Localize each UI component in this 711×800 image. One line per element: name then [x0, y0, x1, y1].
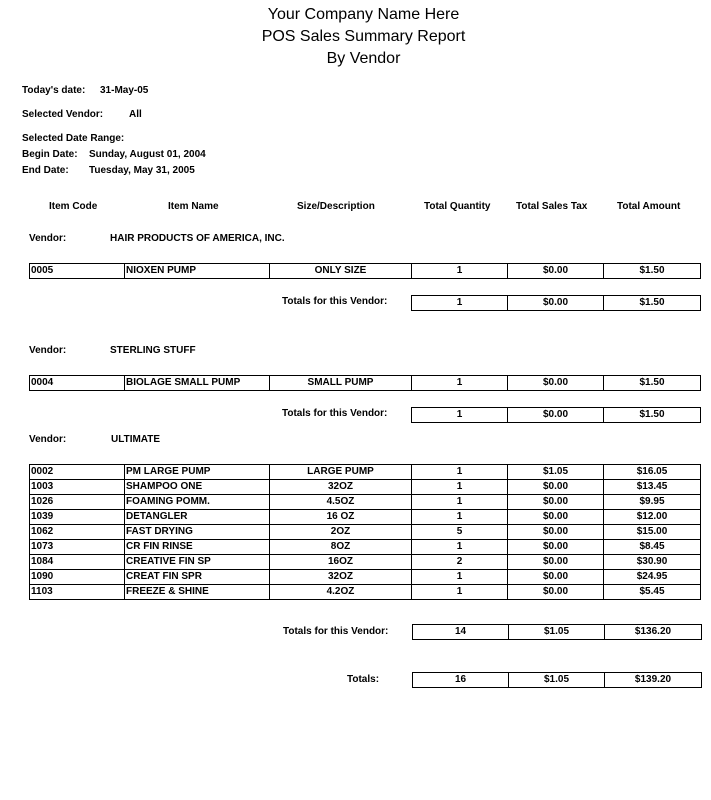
vendor-name: STERLING STUFF [110, 345, 196, 356]
vendor-name: ULTIMATE [111, 434, 161, 445]
totals-row [412, 408, 701, 423]
item-name: NIOXEN PUMP [125, 264, 270, 279]
item-size: 8OZ [270, 540, 412, 555]
company-name: Your Company Name Here [267, 6, 460, 23]
item-amount: $1.50 [604, 264, 701, 279]
item-name: CREAT FIN SPR [125, 570, 270, 585]
selected-vendor-label: Selected Vendor: [22, 109, 104, 120]
item-name: CREATIVE FIN SP [125, 555, 270, 570]
vendor-name: HAIR PRODUCTS OF AMERICA, INC. [110, 233, 285, 244]
item-name: SHAMPOO ONE [125, 480, 270, 495]
vendor-totals-label: Totals for this Vendor: [282, 408, 388, 419]
item-amount: $12.00 [604, 510, 701, 525]
item-size: 16 OZ [270, 510, 412, 525]
item-sales-tax: $1.05 [508, 465, 604, 480]
item-name: DETANGLER [125, 510, 270, 525]
item-size: 4.5OZ [270, 495, 412, 510]
item-name: BIOLAGE SMALL PUMP [125, 376, 270, 391]
begin-date-value: Sunday, August 01, 2004 [89, 149, 206, 160]
item-size: 2OZ [270, 525, 412, 540]
vendor-items-table [29, 375, 701, 391]
item-quantity: 2 [412, 555, 508, 570]
grand-totals-row [413, 673, 702, 688]
table-row [30, 510, 701, 525]
item-code: 0005 [30, 264, 125, 279]
item-name: FREEZE & SHINE [125, 585, 270, 600]
item-code: 0002 [30, 465, 125, 480]
item-amount: $5.45 [604, 585, 701, 600]
item-code: 1073 [30, 540, 125, 555]
column-header-size: Size/Description [297, 201, 375, 212]
table-row [30, 585, 701, 600]
report-subtitle: By Vendor [326, 50, 401, 67]
item-sales-tax: $0.00 [508, 525, 604, 540]
item-size: 16OZ [270, 555, 412, 570]
date-range-label: Selected Date Range: [22, 133, 125, 144]
item-quantity: 1 [412, 465, 508, 480]
item-name: CR FIN RINSE [125, 540, 270, 555]
total-quantity: 1 [412, 408, 508, 423]
item-sales-tax: $0.00 [508, 480, 604, 495]
item-name: FAST DRYING [125, 525, 270, 540]
item-name: FOAMING POMM. [125, 495, 270, 510]
item-size: LARGE PUMP [270, 465, 412, 480]
table-row [30, 570, 701, 585]
item-size: SMALL PUMP [270, 376, 412, 391]
item-code: 1039 [30, 510, 125, 525]
item-code: 1084 [30, 555, 125, 570]
selected-vendor-value: All [129, 109, 142, 120]
total-sales-tax: $0.00 [508, 296, 604, 311]
column-header-item-code: Item Code [49, 201, 98, 212]
item-code: 0004 [30, 376, 125, 391]
totals-row [413, 625, 702, 640]
item-name: PM LARGE PUMP [125, 465, 270, 480]
item-code: 1103 [30, 585, 125, 600]
vendor-prefix: Vendor: [29, 345, 67, 356]
item-size: 4.2OZ [270, 585, 412, 600]
column-header-sales-tax: Total Sales Tax [516, 201, 588, 212]
item-sales-tax: $0.00 [508, 540, 604, 555]
vendor-totals-table [412, 624, 702, 640]
total-quantity: 14 [413, 625, 509, 640]
total-sales-tax: $1.05 [509, 625, 605, 640]
item-code: 1026 [30, 495, 125, 510]
item-amount: $8.45 [604, 540, 701, 555]
column-header-quantity: Total Quantity [424, 201, 491, 212]
todays-date-label: Today's date: [22, 85, 86, 96]
column-header-item-name: Item Name [168, 201, 219, 212]
total-amount: $1.50 [604, 408, 701, 423]
item-size: ONLY SIZE [270, 264, 412, 279]
table-row [30, 480, 701, 495]
item-size: 32OZ [270, 480, 412, 495]
item-quantity: 1 [412, 264, 508, 279]
item-quantity: 1 [412, 495, 508, 510]
item-sales-tax: $0.00 [508, 510, 604, 525]
item-code: 1062 [30, 525, 125, 540]
item-quantity: 1 [412, 570, 508, 585]
grand-total-quantity: 16 [413, 673, 509, 688]
item-size: 32OZ [270, 570, 412, 585]
vendor-items-table [29, 263, 701, 279]
item-code: 1003 [30, 480, 125, 495]
item-amount: $24.95 [604, 570, 701, 585]
vendor-totals-table [411, 407, 701, 423]
table-row [30, 376, 701, 391]
item-amount: $9.95 [604, 495, 701, 510]
todays-date-value: 31-May-05 [100, 85, 149, 96]
item-quantity: 1 [412, 585, 508, 600]
grand-total-sales-tax: $1.05 [509, 673, 605, 688]
totals-row [412, 296, 701, 311]
item-quantity: 1 [412, 540, 508, 555]
item-sales-tax: $0.00 [508, 376, 604, 391]
table-row [30, 264, 701, 279]
table-row [30, 525, 701, 540]
total-amount: $136.20 [605, 625, 702, 640]
item-quantity: 1 [412, 376, 508, 391]
item-amount: $16.05 [604, 465, 701, 480]
end-date-label: End Date: [22, 165, 69, 176]
total-quantity: 1 [412, 296, 508, 311]
table-row [30, 495, 701, 510]
item-amount: $15.00 [604, 525, 701, 540]
vendor-totals-table [411, 295, 701, 311]
report-title: POS Sales Summary Report [261, 28, 466, 45]
column-header-amount: Total Amount [617, 201, 681, 212]
vendor-totals-label: Totals for this Vendor: [282, 296, 388, 307]
item-sales-tax: $0.00 [508, 570, 604, 585]
item-amount: $13.45 [604, 480, 701, 495]
vendor-prefix: Vendor: [29, 434, 67, 445]
item-sales-tax: $0.00 [508, 264, 604, 279]
total-sales-tax: $0.00 [508, 408, 604, 423]
total-amount: $1.50 [604, 296, 701, 311]
vendor-totals-label: Totals for this Vendor: [283, 626, 389, 637]
item-amount: $1.50 [604, 376, 701, 391]
item-code: 1090 [30, 570, 125, 585]
table-row [30, 465, 701, 480]
vendor-items-table [29, 464, 701, 600]
table-row [30, 540, 701, 555]
item-sales-tax: $0.00 [508, 495, 604, 510]
item-sales-tax: $0.00 [508, 555, 604, 570]
vendor-prefix: Vendor: [29, 233, 67, 244]
grand-total-amount: $139.20 [605, 673, 702, 688]
item-quantity: 1 [412, 510, 508, 525]
begin-date-label: Begin Date: [22, 149, 78, 160]
item-quantity: 5 [412, 525, 508, 540]
end-date-value: Tuesday, May 31, 2005 [89, 165, 195, 176]
item-amount: $30.90 [604, 555, 701, 570]
grand-totals-table [412, 672, 702, 688]
table-row [30, 555, 701, 570]
grand-totals-label: Totals: [347, 674, 380, 685]
item-quantity: 1 [412, 480, 508, 495]
item-sales-tax: $0.00 [508, 585, 604, 600]
